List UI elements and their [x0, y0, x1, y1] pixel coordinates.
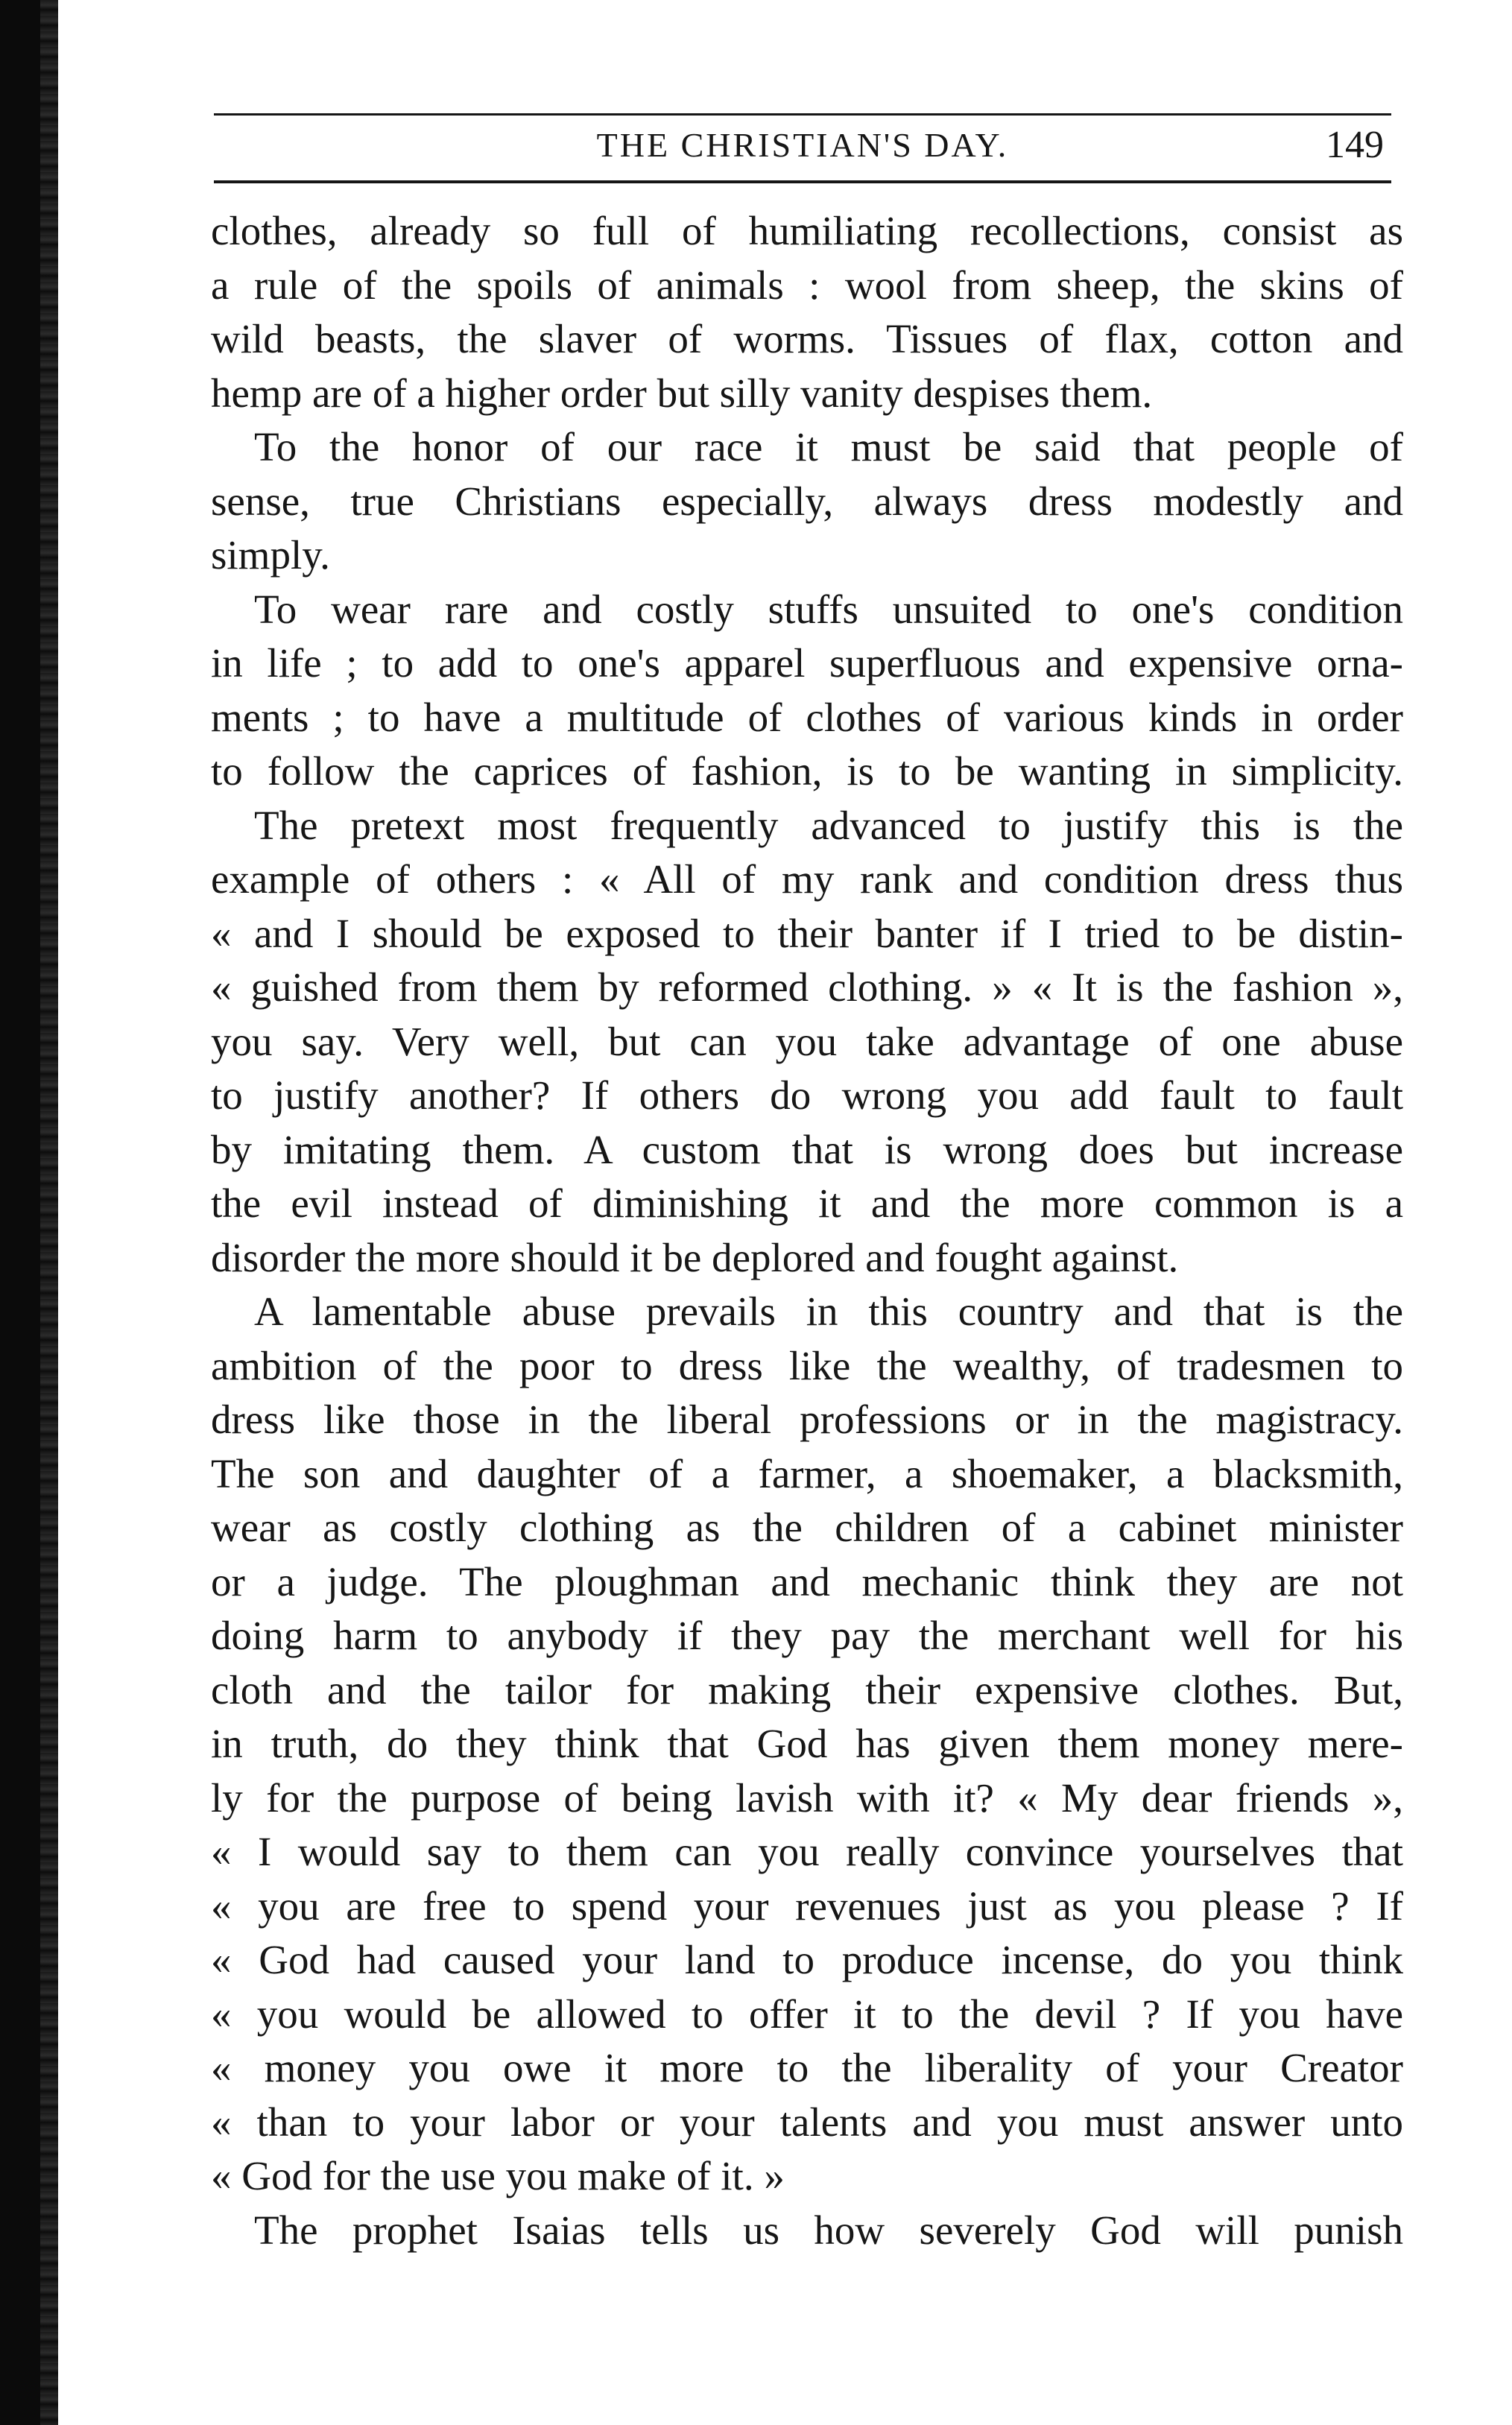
page-header	[214, 123, 1391, 168]
text-line: you say. Very well, but can you take advantage of one abuse	[211, 1018, 1403, 1064]
text-line: « God for the use you make of it. »	[211, 2153, 785, 2198]
text-line: « money you owe it more to the liberality of your Creator	[211, 2045, 1403, 2090]
text-line: by imitating them. A custom that is wrong does but increase	[211, 1126, 1403, 1172]
text-line: doing harm to anybody if they pay the merchant well for his	[211, 1613, 1403, 1658]
running-head: THE CHRISTIAN'S DAY.	[596, 126, 1009, 164]
text-line: cloth and the tailor for making their expensive clothes. But,	[211, 1666, 1403, 1713]
text-line: ly for the purpose of being lavish with it? « My dear friends »,	[211, 1774, 1403, 1821]
text-line: A lamentable abuse prevails in this country and that is the	[254, 1289, 1403, 1334]
text-line: a rule of the spoils of animals : wool from sheep, the skins of	[211, 262, 1403, 308]
text-line: in truth, do they think that God has given them money mere-	[211, 1721, 1403, 1766]
text-line: To the honor of our race it must be said that people of	[254, 424, 1403, 469]
text-line: wild beasts, the slaver of worms. Tissues of flax, cotton and	[211, 316, 1403, 361]
text-line: hemp are of a higher order but silly vanity despises them.	[211, 370, 1153, 416]
text-line: The pretext most frequently advanced to justify this is the	[254, 802, 1403, 848]
text-line: « you are free to spend your revenues just as you please ? If	[211, 1882, 1403, 1929]
text-line: « and I should be exposed to their banter if I tried to be distin-	[211, 910, 1403, 956]
text-line: the evil instead of diminishing it and the more common is a	[211, 1180, 1403, 1226]
text-line: in life ; to add to one's apparel superfluous and expensive orna-	[211, 640, 1403, 686]
text-line: clothes, already so full of humiliating recollections, consist as	[211, 208, 1403, 253]
text-line: to justify another? If others do wrong you add fault to fault	[211, 1072, 1403, 1118]
header-rule-bottom	[214, 180, 1391, 183]
text-line: example of others : « All of my rank and condition dress thus	[211, 856, 1403, 902]
text-line: ments ; to have a multitude of clothes of various kinds in order	[211, 694, 1403, 740]
page-binding-edge	[0, 0, 58, 2425]
text-line: wear as costly clothing as the children of a cabinet minister	[211, 1505, 1403, 1550]
text-line: « you would be allowed to offer it to the devil ? If you have	[211, 1991, 1403, 2037]
text-line: « than to your labor or your talents and you must answer unto	[211, 2099, 1403, 2145]
text-line: sense, true Christians especially, always dress modestly and	[211, 478, 1403, 524]
page-number: 149	[1326, 124, 1384, 166]
text-line: or a judge. The ploughman and mechanic think they are not	[211, 1558, 1403, 1604]
text-line: « guished from them by reformed clothing. » « It is the fashion »,	[211, 964, 1403, 1010]
header-rule-top	[214, 113, 1391, 116]
text-line: The son and daughter of a farmer, a shoemaker, a blacksmith,	[211, 1450, 1403, 1496]
binding-edge-texture	[40, 0, 58, 2425]
body-text	[211, 204, 1403, 2257]
text-line: disorder the more should it be deplored and fought against.	[211, 1234, 1179, 1280]
text-line: simply.	[211, 532, 330, 578]
text-line: The prophet Isaias tells us how severely God will punish	[254, 2207, 1403, 2253]
text-line: « I would say to them can you really convince yourselves that	[211, 1829, 1403, 1874]
text-line: To wear rare and costly stuffs unsuited to one's condition	[254, 586, 1403, 632]
text-line: « God had caused your land to produce incense, do you think	[211, 1937, 1403, 1982]
text-line: dress like those in the liberal professions or in the magistracy.	[211, 1397, 1403, 1442]
text-line: ambition of the poor to dress like the wealthy, of tradesmen to	[211, 1342, 1403, 1388]
text-line: to follow the caprices of fashion, is to be wanting in simplicity.	[211, 748, 1403, 794]
